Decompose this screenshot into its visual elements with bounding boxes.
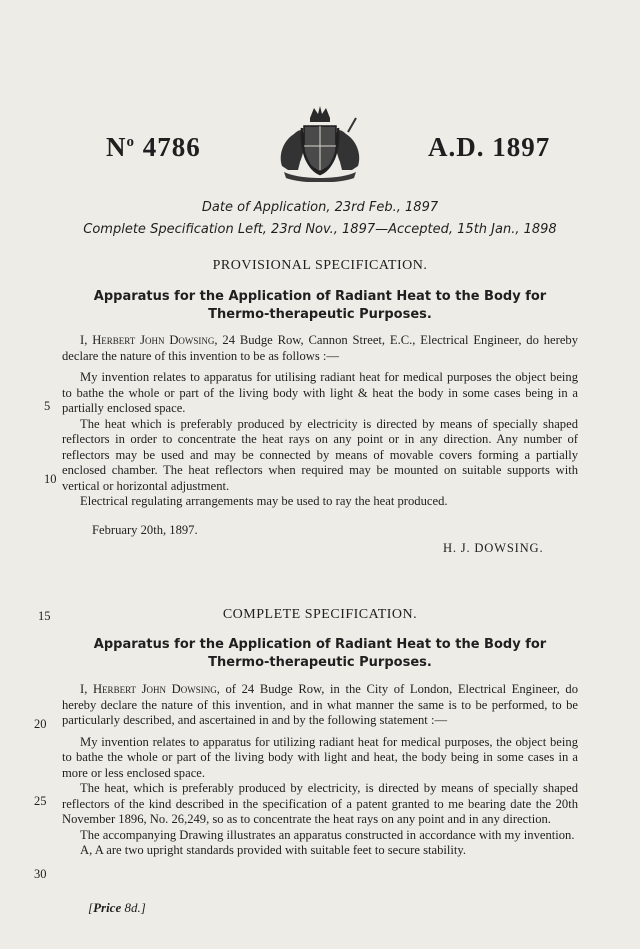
line-number: 30	[34, 867, 47, 881]
signature: H. J. DOWSING.	[443, 541, 544, 555]
year-label: A.D. 1897	[428, 132, 551, 162]
complete-body	[62, 682, 578, 859]
complete-paragraph-1: My invention relates to apparatus for utilizing radiant heat for medical purposes, the object being to bathe the whole or part of the living body with light and heat, the body being in some cases in a more or less enclosed space.	[62, 734, 578, 780]
complete-intro: I, Herbert John Dowsing, of 24 Budge Row, in the City of London, Electrical Engineer, do hereby declare the nature of this invention, and in what manner the same is to be performed, to be particularly described, and ascertained in and by the following statement :—	[62, 682, 578, 727]
complete-paragraph-3: The accompanying Drawing illustrates an apparatus constructed in accordance with my invention.	[80, 827, 575, 842]
complete-paragraph-4: A, A are two upright standards provided with suitable feet to secure stability.	[80, 843, 467, 857]
royal-coat-of-arms-icon	[270, 104, 370, 182]
provisional-date: February 20th, 1897.	[92, 523, 198, 537]
complete-title-line1: Apparatus for the Application of Radiant Heat to the Body for	[93, 637, 547, 652]
complete-specification-heading: COMPLETE SPECIFICATION.	[222, 607, 418, 622]
provisional-title-line1: Apparatus for the Application of Radiant Heat to the Body for	[93, 289, 547, 304]
complete-paragraph-2: The heat, which is preferably produced by electricity, is directed by means of specially shaped reflectors of the kind described in the specification of a patent granted to me bearing date the 20th November 1896, No. 26,249, so as to concentrate the heat rays on any point and in any direction.	[62, 781, 578, 826]
line-number: 10	[44, 472, 57, 486]
provisional-paragraph-1: My invention relates to apparatus for utilising radiant heat for medical purposes the object being to bathe the whole or part of the living body with light & heat the body in some cases being in a partially enclosed space.	[62, 370, 578, 415]
provisional-intro: I, Herbert John Dowsing, 24 Budge Row, Cannon Street, E.C., Electrical Engineer, do hereby declare the nature of this invention to be as follows :—	[62, 333, 578, 363]
application-date: Date of Application, 23rd Feb., 1897	[201, 200, 439, 215]
provisional-body	[62, 333, 578, 510]
complete-specification-date: Complete Specification Left, 23rd Nov., 1897—Accepted, 15th Jan., 1898	[83, 222, 557, 237]
patent-number: $N^o$ 4786	[106, 132, 201, 162]
complete-title	[60, 636, 580, 672]
line-number: 25	[34, 794, 47, 808]
line-number: 15	[38, 609, 51, 623]
price-label: [Price 8d.]	[88, 900, 146, 915]
line-number: 5	[44, 399, 51, 413]
provisional-paragraph-3: Electrical regulating arrangements may be used to ray the heat produced.	[80, 494, 448, 508]
page-header	[0, 104, 640, 184]
complete-title-line2: Thermo-therapeutic Purposes.	[208, 655, 432, 670]
provisional-title-line2: Thermo-therapeutic Purposes.	[208, 307, 432, 322]
provisional-title	[60, 288, 580, 324]
provisional-paragraph-2: The heat which is preferably produced by electricity is directed by means of specially shaped reflectors in order to concentrate the heat rays on any point or in any direction. Any number of reflectors may be used and may be connected by means of movable covers forming a partially enclosed chamber. The heat reflectors when required may be mounted on suitable supports with vertical or horizontal adjustment.	[62, 416, 578, 493]
line-number: 20	[34, 717, 47, 731]
provisional-specification-heading: PROVISIONAL SPECIFICATION.	[212, 258, 428, 273]
